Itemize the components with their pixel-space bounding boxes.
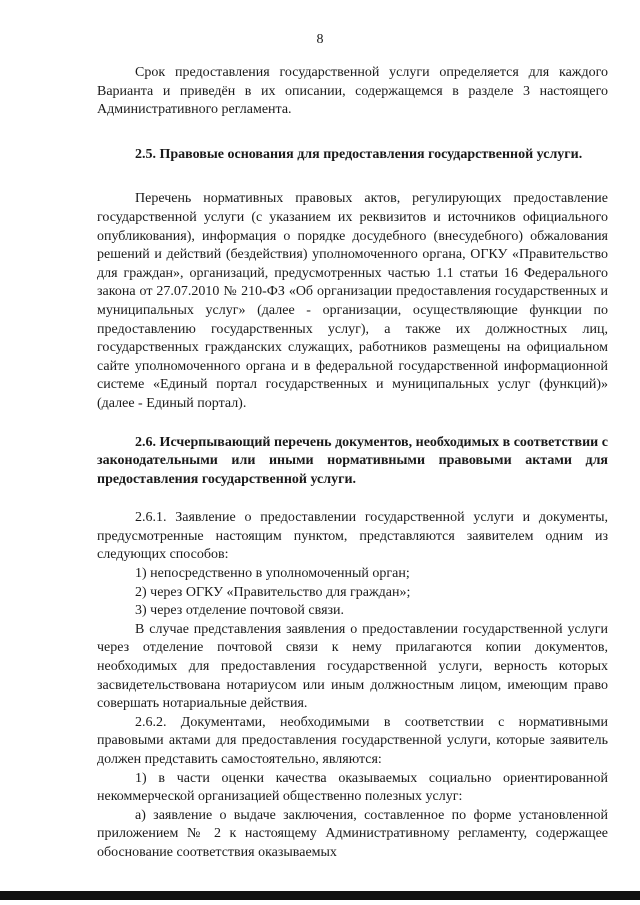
scan-bottom-edge [0,891,640,900]
document-body [97,64,608,863]
paragraph-legal-basis: Перечень нормативных правовых актов, регулирующих предоставление государственной услуги (с указанием их реквизитов и источников официального опубликования), информация о порядке досудебного (внесудебного) обжалования решений и действий (бездействия) уполномоченного органа, ОГКУ «Правительство для граждан», организаций, предусмотренных частью 1.1 статьи 16 Федерального закона от 27.07.2010 № 210-ФЗ «Об организации предоставления государственных и муниципальных услуг» (далее - организации, осуществляющие функции по предоставлению государственных услуг), а также их должностных лиц, государственных гражданских служащих, работников размещены на официальном сайте уполномоченного органа и в федеральной государственной информационной системе «Единый портал государственных и муниципальных услуг (функций)» (далее - Единый портал). [97,191,608,411]
list-item-2: 2) через ОГКУ «Правительство для граждан»; [135,584,411,600]
section-heading-2-6: 2.6. Исчерпывающий перечень документов, необходимых в соответствии с законодательными или иными нормативными правовыми актами для предоставления государственной услуги. [97,434,608,487]
paragraph-postal: В случае представления заявления о предоставлении государственной услуги через отделение почтовой связи к нему прилагаются копии документов, необходимых для предоставления государственной услуги, верность которых засвидетельствована нотариусом или иным должностным лицом, имеющим право совершать нотариальные действия. [97,621,608,712]
paragraph-2-6-1: 2.6.1. Заявление о предоставлении государственной услуги и документы, предусмотренные настоящим пунктом, представляются заявителем одним из следующих способов: [97,510,608,563]
paragraph-term: Срок предоставления государственной услуги определяется для каждого Варианта и приведён в их описании, содержащемся в разделе 3 настоящего Административного регламента. [97,65,608,118]
page-number: 8 [316,32,324,47]
section-heading-2-5: 2.5. Правовые основания для предоставления государственной услуги. [135,146,583,162]
list-item-1: 1) непосредственно в уполномоченный орган; [135,566,410,582]
paragraph-2-6-2: 2.6.2. Документами, необходимыми в соответствии с нормативными правовыми актами для предоставления государственной услуги, которые заявитель должен представить самостоятельно, являются: [97,714,608,767]
list-item-3: 3) через отделение почтовой связи. [135,603,345,619]
paragraph-application: а) заявление о выдаче заключения, составленное по форме установленной приложением № 2 к настоящему Административному регламенту, содержащее обоснование соответствия оказываемых [97,807,608,860]
paragraph-quality-assessment: 1) в части оценки качества оказываемых социально ориентированной некоммерческой организацией общественно полезных услуг: [97,770,608,805]
